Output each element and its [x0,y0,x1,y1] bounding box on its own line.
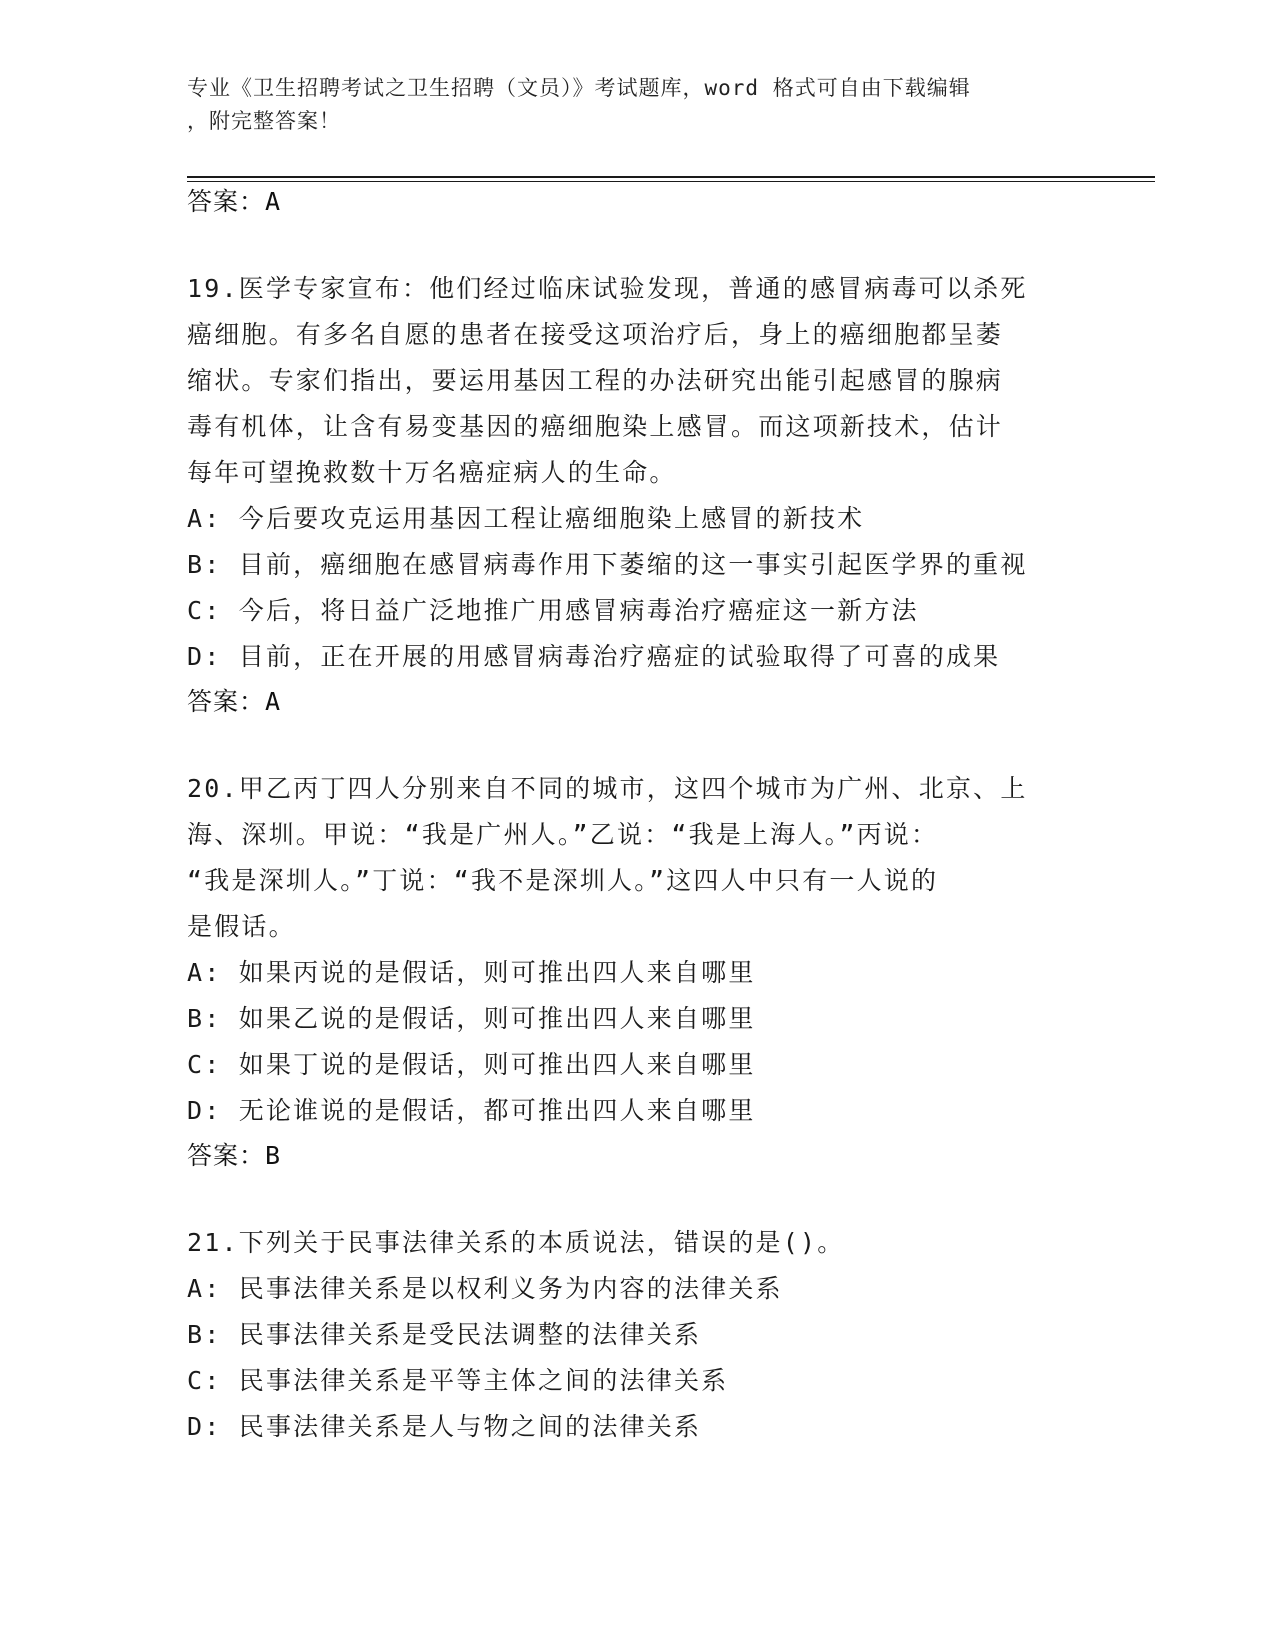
question-stem-line: 是假话。 [187,912,296,941]
question-stem-line: 21.下列关于民事法律关系的本质说法，错误的是()。 [187,1228,845,1257]
header-divider-thick [187,176,1155,178]
document-header [187,72,1067,138]
question-20 [187,766,1067,1134]
header-title-line: 专业《卫生招聘考试之卫生招聘（文员）》考试题库，word 格式可自由下载编辑 [187,76,971,100]
option-c: C: 民事法律关系是平等主体之间的法律关系 [187,1366,729,1395]
question-stem-line: 毒有机体，让含有易变基因的癌细胞染上感冒。而这项新技术，估计 [187,412,1004,441]
option-b: B: 如果乙说的是假话，则可推出四人来自哪里 [187,1004,756,1033]
option-d: D: 目前，正在开展的用感冒病毒治疗癌症的试验取得了可喜的成果 [187,642,1001,671]
option-b: B: 民事法律关系是受民法调整的法律关系 [187,1320,702,1349]
question-21 [187,1220,1067,1450]
option-b: B: 目前，癌细胞在感冒病毒作用下萎缩的这一事实引起医学界的重视 [187,550,1028,579]
header-title-line-continued: ，附完整答案！ [187,109,341,133]
question-stem-line: “我是深圳人。”丁说：“我不是深圳人。”这四人中只有一人说的 [187,866,939,895]
option-d: D: 无论谁说的是假话，都可推出四人来自哪里 [187,1096,756,1125]
answer-q19: 答案：A [187,687,282,716]
question-stem-line: 19.医学专家宣布：他们经过临床试验发现，普通的感冒病毒可以杀死 [187,274,1028,303]
option-c: C: 如果丁说的是假话，则可推出四人来自哪里 [187,1050,756,1079]
option-a: A: 如果丙说的是假话，则可推出四人来自哪里 [187,958,756,987]
question-stem-line: 每年可望挽救数十万名癌症病人的生命。 [187,458,677,487]
answer-q18: 答案：A [187,187,282,216]
question-stem-line: 海、深圳。甲说：“我是广州人。”乙说：“我是上海人。”丙说： [187,820,939,849]
header-divider-thin [187,181,1155,182]
answer-q20: 答案：B [187,1141,282,1170]
question-stem-line: 20.甲乙丙丁四人分别来自不同的城市，这四个城市为广州、北京、上 [187,774,1028,803]
option-a: A: 今后要攻克运用基因工程让癌细胞染上感冒的新技术 [187,504,865,533]
option-a: A: 民事法律关系是以权利义务为内容的法律关系 [187,1274,783,1303]
question-stem-line: 癌细胞。有多名自愿的患者在接受这项治疗后，身上的癌细胞都呈萎 [187,320,1004,349]
question-stem-line: 缩状。专家们指出，要运用基因工程的办法研究出能引起感冒的腺病 [187,366,1004,395]
option-d: D: 民事法律关系是人与物之间的法律关系 [187,1412,702,1441]
option-c: C: 今后，将日益广泛地推广用感冒病毒治疗癌症这一新方法 [187,596,919,625]
question-19 [187,266,1067,680]
